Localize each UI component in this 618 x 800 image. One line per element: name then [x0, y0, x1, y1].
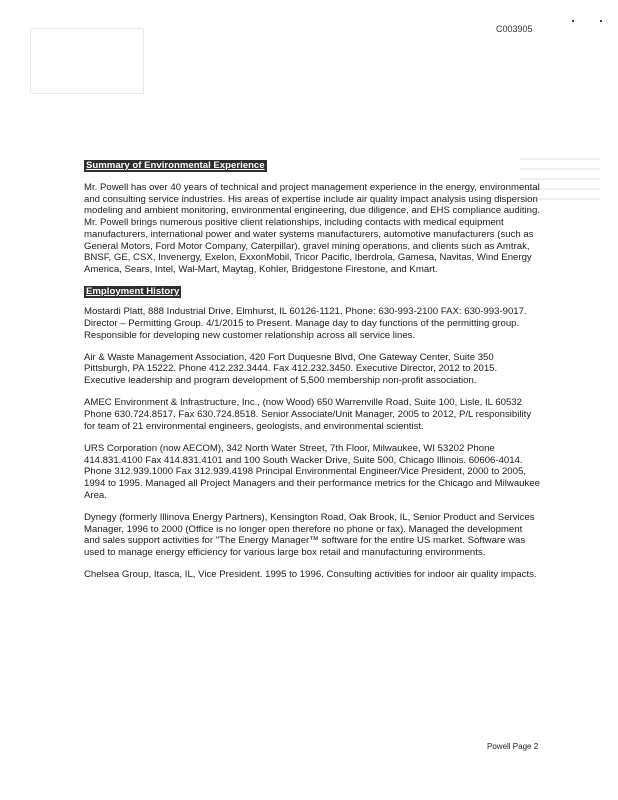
scan-speck: [572, 20, 574, 22]
employment-entry: Dynegy (formerly Illinova Energy Partners), Kensington Road, Oak Brook, IL, Senior Product and Services Manager, 1996 to 2000 (Office is no longer open therefore no phone or fax). Managed the development and sales support activities for "The Energy Manager™ software for the entire US market. Software was used to manage energy efficiency for various large box retail and manufacturing environments.: [84, 511, 535, 559]
resume-content: [84, 160, 540, 591]
document-id: C003905: [496, 24, 533, 34]
scan-bleed-through-box: [30, 28, 144, 94]
summary-heading: Summary of Environmental Experience: [86, 160, 265, 171]
employment-heading: Employment History: [86, 286, 180, 298]
page-footer: Powell Page 2: [487, 742, 539, 751]
summary-section: [84, 160, 540, 276]
scan-speck: [600, 20, 602, 22]
employment-entry: Mostardi Platt, 888 Industrial Drive, Elmhurst, IL 60126-1121. Phone: 630-993-2100 FAX: 630-993-9017. Director – Permitting Group. 4/1/2015 to Present. Manage day to day functions of the permitting group. Responsible for developing new customer relationship across all service lines.: [84, 306, 527, 341]
employment-entry: URS Corporation (now AECOM), 342 North Water Street, 7th Floor, Milwaukee, WI 53202 Phone 414.831.4100 Fax 414.831.4101 and 100 South Wacker Drive, Suite 500, Chicago Illinois. 60606-4014. Phone 312.939.1000 Fax 312.939.4198 Principal Environmental Engineer/Vice President, 2000 to 2005, 1994 to 1995. Managed all Project Managers and their performance metrics for the Chicago and Milwaukee Area.: [84, 442, 540, 501]
employment-section: [84, 286, 540, 581]
employment-entry: Chelsea Group, Itasca, IL, Vice President. 1995 to 1996. Consulting activities for indoor air quality impacts.: [84, 569, 537, 581]
employment-entry: AMEC Environment & Infrastructure, Inc., (now Wood) 650 Warrenville Road, Suite 100, Lisle, IL 60532 Phone 630.724.8517. Fax 630.724.8518. Senior Associate/Unit Manager, 2005 to 2012, P/L responsibility for team of 21 environmental engineers, geologists, and environmental scientist.: [84, 397, 532, 432]
employment-entry: Air & Waste Management Association, 420 Fort Duquesne Blvd, One Gateway Center, Suite 350 Pittsburgh, PA 15222. Phone 412.232.3444. Fax 412.232.3450. Executive Director, 2012 to 2015. Executive leadership and program development of 5,500 membership non-profit association.: [84, 351, 498, 387]
summary-paragraph: Mr. Powell has over 40 years of technical and project management experience in the energy, environmental and consulting service industries. His areas of expertise include air quality impact analysis using dispersion modeling and ambient monitoring, environmental engineering, due diligence, and EHS compliance auditing. Mr. Powell brings numerous positive client relationships, including contacts with medical equipment manufacturers, international power and water systems manufacturers, automotive manufacturers (such as General Motors, Ford Motor Company, Caterpillar), gravel mining operations, and clients such as Amtrak, BNSF, GE, CSX, Invenergy, Exelon, ExxonMobil, Tricor Pacific, Iberdrola, Gamesa, Navitas, Wind Energy America, Sears, Intel, Wal-Mart, Maytag, Kohler, Bridgestone Firestone, and Kmart.: [84, 182, 540, 275]
